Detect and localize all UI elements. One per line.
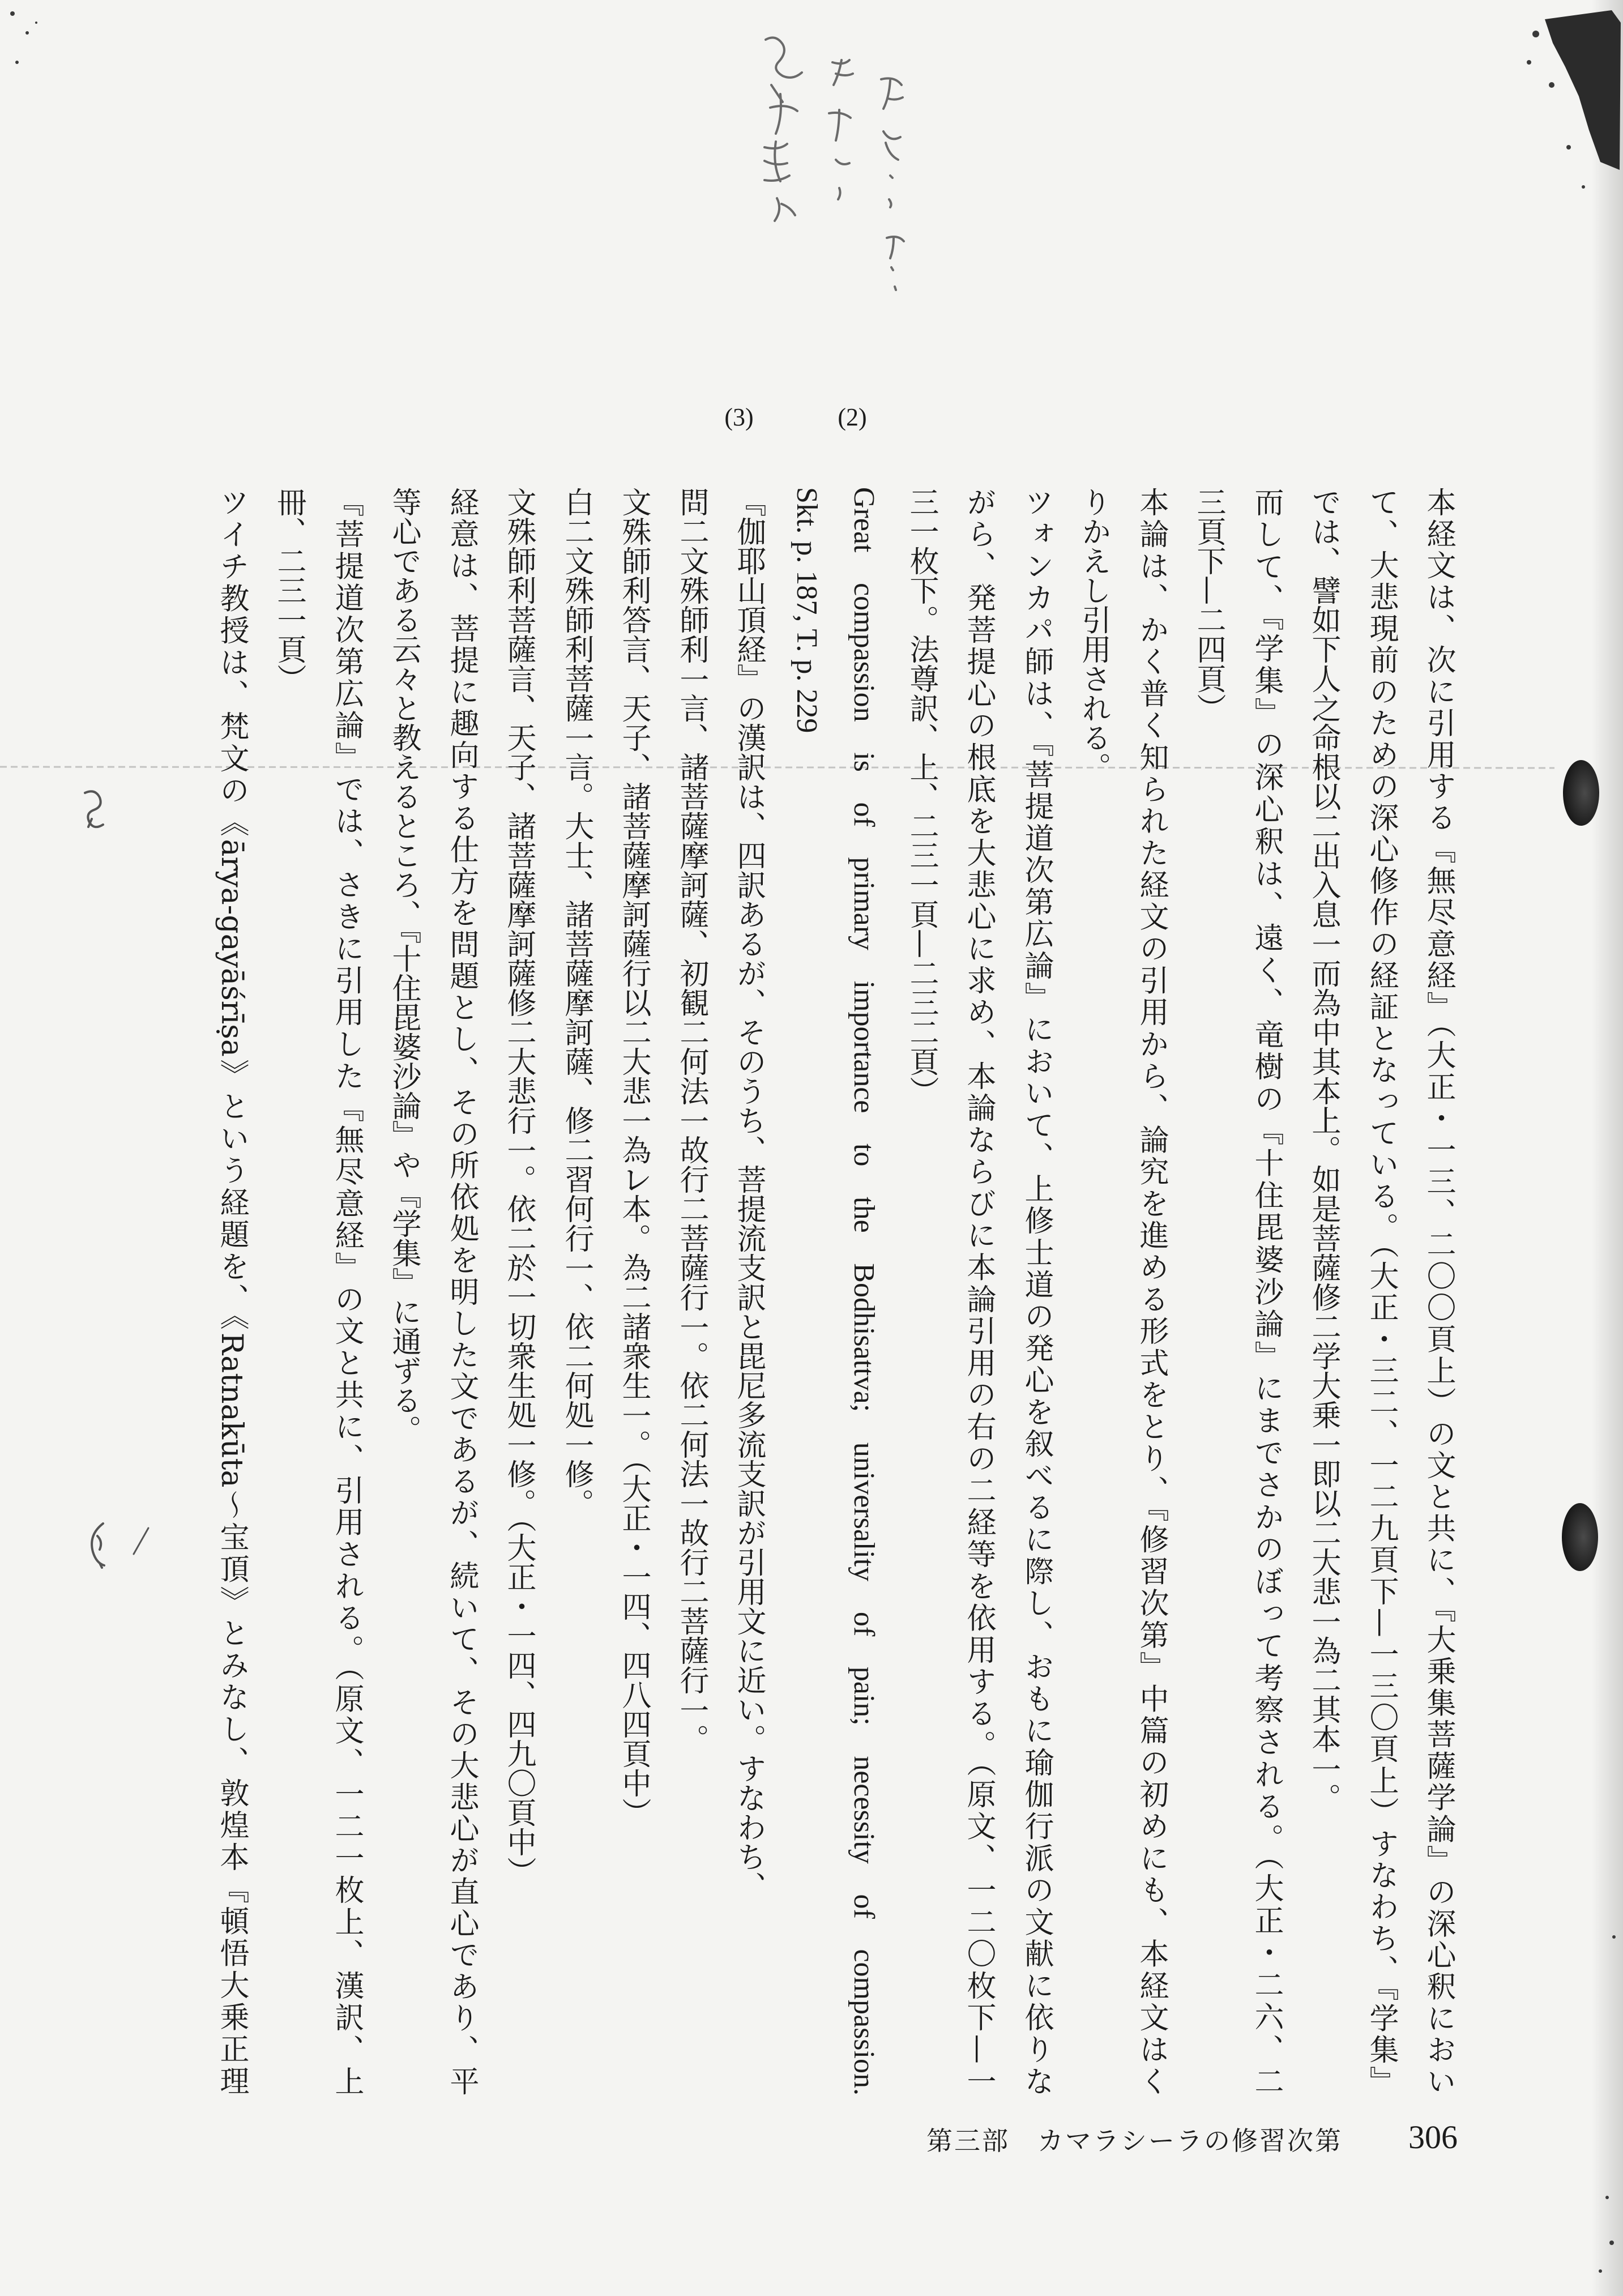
note-marker-2: (2) <box>838 403 867 431</box>
margin-mark <box>85 791 103 827</box>
note-column: 冊、二三一頁） <box>272 487 306 693</box>
note-column: ツイチ教授は、梵文の《ārya-gayāśrīṣa》という経題を、《Ratnakūta～宝頂》とみなし、敦煌本『頓悟大乗正理 <box>215 487 249 2096</box>
handwritten-annotation <box>764 37 904 290</box>
body-column: がら、発菩提心の根底を大悲心に求め、本論ならびに本論引用の右の二経等を依用する。（原文、一二〇枚下—一 <box>962 487 996 2096</box>
note-marker-3: (3) <box>724 403 754 431</box>
note-column: 経意は、菩提に趣向する仕方を問題とし、その所依処を明した文であるが、続いて、その大悲心が直心であり、平 <box>445 487 479 2096</box>
note-column-reference: Skt. p. 187, T. p. 229 <box>791 487 823 733</box>
margin-mark <box>92 1523 104 1568</box>
page-edge-shadow <box>1591 0 1623 2296</box>
margin-mark <box>134 1528 148 1554</box>
body-column: 本経文は、次に引用する『無尽意経』（大正・一三、二〇〇頁上）の文と共に、『大乗集菩薩学論』の深心釈におい <box>1421 487 1455 2096</box>
quote-column: 文殊師利答言、天子、諸菩薩摩訶薩行以㆓大悲㆒為㆑本。為㆓諸衆生㆒。（大正・一四、四八四頁中） <box>617 487 651 1827</box>
quote-column: 問㆓文殊師利㆒言、諸菩薩摩訶薩、初観㆓何法㆒故行㆓菩薩行㆒。依㆓何法㆒故行㆓菩薩行㆒。 <box>674 487 708 1753</box>
running-head: 第三部 カマラシーラの修習次第 <box>926 2126 1343 2156</box>
quote-column: 文殊師利菩薩言、天子、諸菩薩摩訶薩修㆓大悲行㆒。依㆓於一切衆生処㆒修。（大正・一四、四九〇頁中） <box>502 487 536 1886</box>
body-column: 本論は、かく普く知られた経文の引用から、論究を進める形式をとり、『修習次第』中篇の初めにも、本経文はく <box>1134 487 1168 2096</box>
body-column: 而して、『学集』の深心釈は、遠く、竜樹の『十住毘婆沙論』にまでさかのぼって考察される。（大正・二六、二 <box>1249 487 1283 2096</box>
body-column: ツォンカパ師は、『菩提道次第広論』において、上修士道の発心を叙べるに際し、おもに瑜伽行派の文献に依りな <box>1019 487 1053 2096</box>
punch-hole <box>1563 760 1599 826</box>
note-column: 等心である云々と教えるところ、『十住毘婆沙論』や『学集』に通ずる。 <box>387 487 421 1444</box>
punch-hole <box>1562 1503 1598 1571</box>
note-column: 『伽耶山頂経』の漢訳は、四訳あるが、そのうち、菩提流支訳と毘尼多流支訳が引用文に近い。すなわち、 <box>732 487 766 1901</box>
note-column: 『菩提道次第広論』では、さきに引用した『無尽意経』の文と共に、引用される。（原文、一二一枚上、漢訳、上 <box>330 487 364 2096</box>
note-column-english: Great compassion is of primary importance to the Bodhisattva; universality of pain; necessity of compassion. <box>848 487 880 2096</box>
quote-column: 白㆓文殊師利菩薩㆒言。大士、諸菩薩摩訶薩、修㆓習何行㆒、依㆓何処㆒修。 <box>559 487 593 1518</box>
body-column: 三一枚下。法尊訳、上、二三一頁—二三二頁） <box>904 487 938 1106</box>
body-column: 三頁下—二四頁） <box>1191 487 1225 723</box>
quote-column: では、譬如㆘人之命根以㆓出入息㆒而為㆗其本㆖。如是菩薩修㆓学大乗㆒即以㆓大悲㆒為㆓其本㆒。 <box>1306 487 1340 1812</box>
corner-smudge <box>1545 10 1621 170</box>
body-column: て、大悲現前のための深心修作の経証となっている。（大正・三二、一二九頁下—一三〇頁上）すなわち、『学集』 <box>1364 487 1398 2096</box>
page-number: 306 <box>1408 2119 1458 2156</box>
body-column: りかえし引用される。 <box>1077 487 1111 782</box>
